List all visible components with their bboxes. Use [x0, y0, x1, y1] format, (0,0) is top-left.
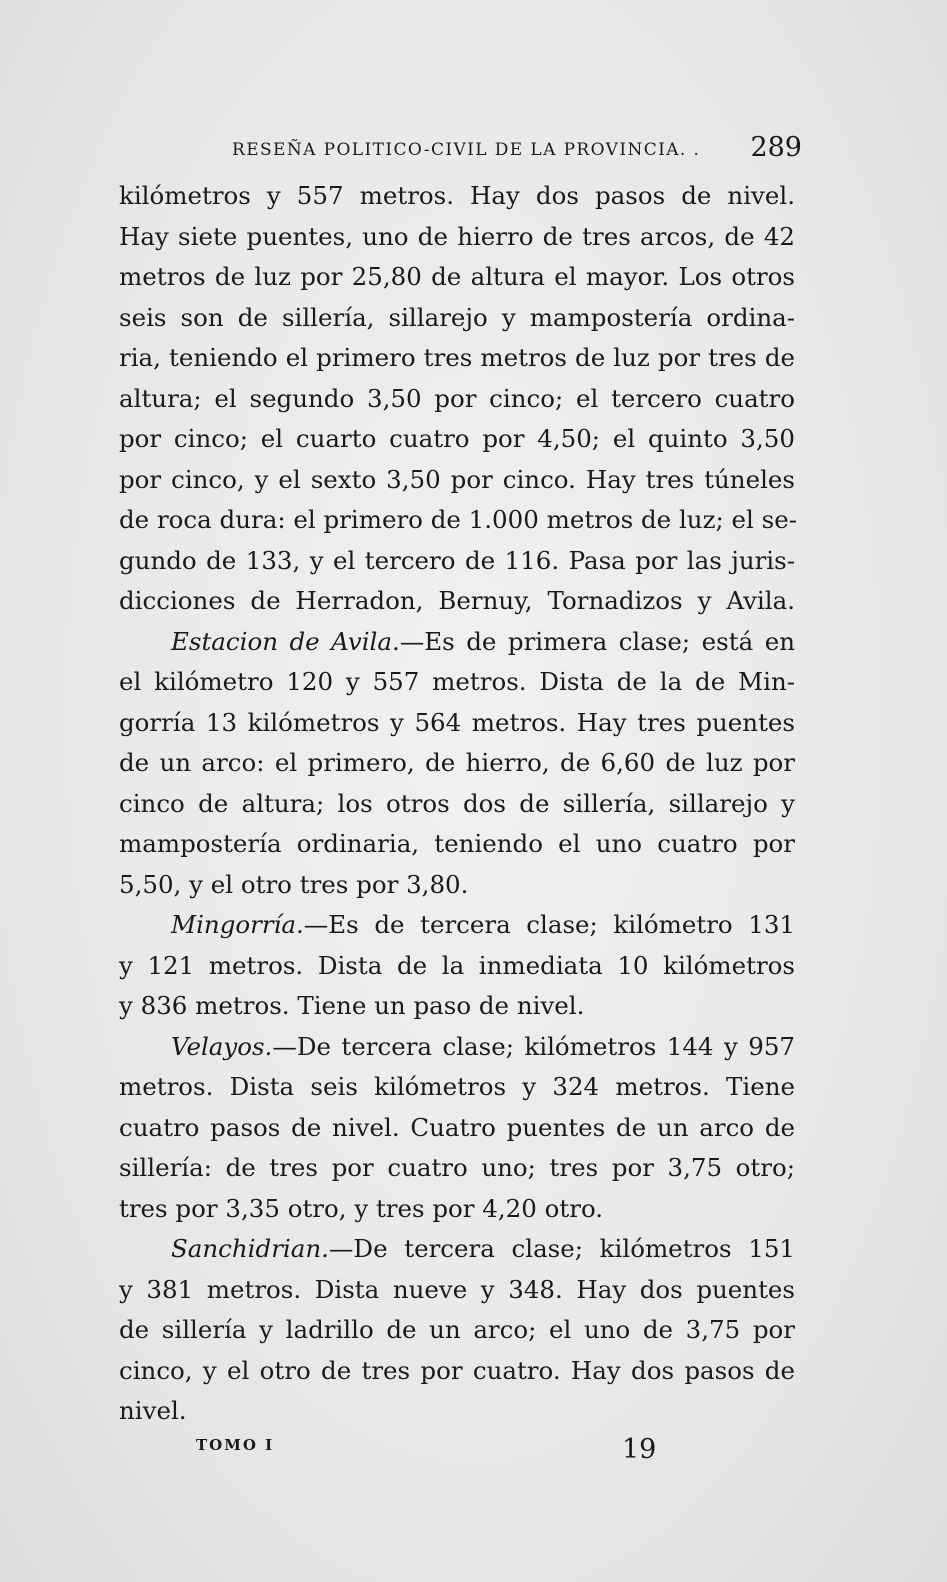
text-line: sillería: de tres por cuatro uno; tres por 3,75 otro;	[119, 1153, 795, 1182]
text-line: gorría 13 kilómetros y 564 metros. Hay tres puentes	[119, 707, 795, 737]
page-number: 289	[750, 132, 802, 163]
text-line: Hay siete puentes, uno de hierro de tres arcos, de 42	[119, 221, 795, 251]
station-name: Velayos.	[171, 1031, 273, 1061]
paragraph-first-line	[119, 1229, 795, 1270]
text-line: seis son de sillería, sillarejo y mampostería ordina-	[119, 302, 795, 332]
text-line: metros de luz por 25,80 de altura el mayor. Los otros	[119, 262, 795, 291]
body-text	[119, 176, 798, 1432]
text-line: ria, teniendo el primero tres metros de luz por tres de	[119, 343, 795, 372]
paragraph-first-line	[119, 905, 795, 946]
text-line: cinco, y el otro de tres por cuatro. Hay dos pasos de	[119, 1355, 795, 1385]
text-line: y 836 metros. Tiene un paso de nivel.	[119, 991, 585, 1020]
paragraph-lead-text: —De tercera clase; kilómetros 144 y 957	[272, 1031, 795, 1061]
text-line: cinco de altura; los otros dos de sillería, sillarejo y	[119, 788, 795, 818]
text-line: tres por 3,35 otro, y tres por 4,20 otro.	[119, 1193, 604, 1223]
paragraph-first-line	[119, 1027, 795, 1068]
text-line: cuatro pasos de nivel. Cuatro puentes de un arco de	[119, 1112, 795, 1142]
text-line: kilómetros y 557 metros. Hay dos pasos de nivel.	[119, 181, 795, 210]
text-line: metros. Dista seis kilómetros y 324 metros. Tiene	[119, 1072, 795, 1101]
page-footer	[196, 1434, 656, 1474]
text-line: de roca dura: el primero de 1.000 metros de luz; el se-	[119, 505, 798, 534]
station-name: Mingorría.	[171, 910, 304, 939]
text-line: y 121 metros. Dista de la inmediata 10 kilómetros	[119, 950, 795, 980]
text-line: nivel.	[119, 1396, 187, 1425]
text-line: y 381 metros. Dista nueve y 348. Hay dos puentes	[119, 1274, 795, 1304]
running-title: RESEÑA POLITICO-CIVIL DE LA PROVINCIA. .	[232, 140, 701, 160]
paragraph-lead-text: —De tercera clase; kilómetros 151	[328, 1234, 795, 1263]
text-line: dicciones de Herradon, Bernuy, Tornadizos y Avila.	[119, 586, 795, 615]
text-line: 5,50, y el otro tres por 3,80.	[119, 869, 469, 899]
text-line: mampostería ordinaria, teniendo el uno cuatro por	[119, 829, 795, 858]
paragraph-lead-text: —Es de primera clase; está en	[399, 626, 795, 656]
station-name: Estacion de Avila.	[171, 626, 400, 656]
text-line: de sillería y ladrillo de un arco; el uno de 3,75 por	[119, 1315, 795, 1344]
volume-mark: TOMO I	[196, 1436, 275, 1454]
text-line: el kilómetro 120 y 557 metros. Dista de la de Min-	[119, 667, 795, 696]
text-line: por cinco; el cuarto cuatro por 4,50; el quinto 3,50	[119, 424, 795, 453]
text-line: gundo de 133, y el tercero de 116. Pasa por las juris-	[119, 545, 795, 575]
paragraph-first-line	[119, 622, 795, 663]
station-name: Sanchidrian.	[171, 1234, 329, 1263]
text-line: por cinco, y el sexto 3,50 por cinco. Hay tres túneles	[119, 464, 795, 494]
running-head	[232, 132, 802, 166]
text-line: altura; el segundo 3,50 por cinco; el tercero cuatro	[119, 383, 795, 413]
text-line: de un arco: el primero, de hierro, de 6,60 de luz por	[119, 748, 795, 777]
signature-mark: 19	[622, 1434, 657, 1465]
paragraph-lead-text: —Es de tercera clase; kilómetro 131	[303, 910, 795, 939]
